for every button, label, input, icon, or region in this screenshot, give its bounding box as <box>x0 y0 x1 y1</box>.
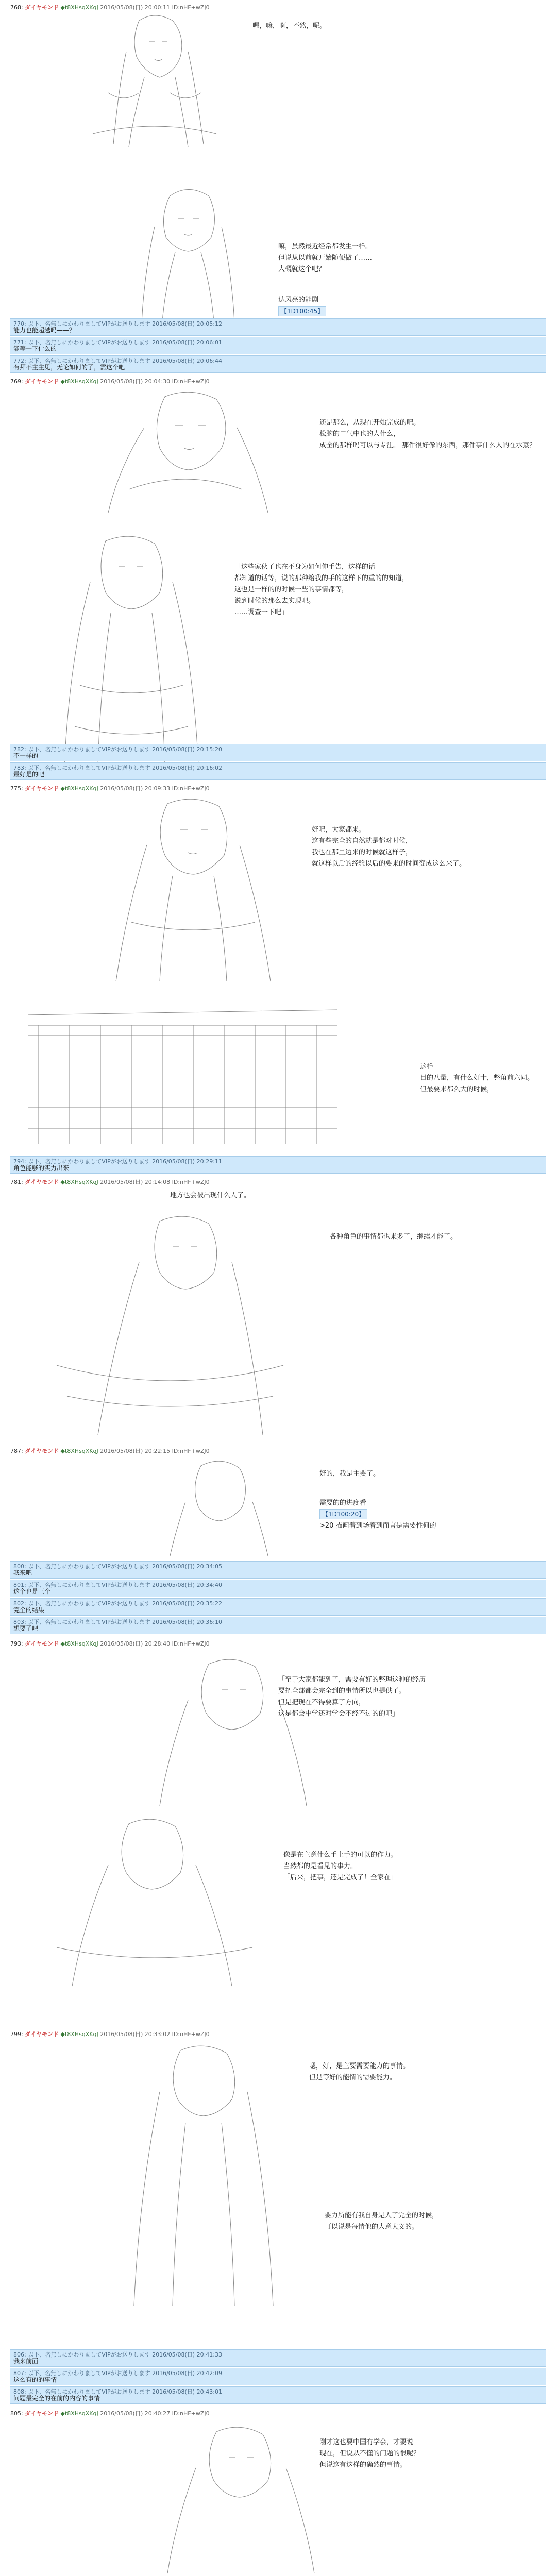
dialog-text: 嘛，虽然最近经常都发生一样。 但说从以前就开始随便做了…… 大概就这个吧？ <box>278 243 373 273</box>
scenery-art <box>23 1005 343 1149</box>
dialog-text: 好吧，大家都来。 这有些完全的自然就是都对时候， 我也在那里边来的时候就这样子， 就这样以后的经验以后的要来的时间变成这么来了。 <box>312 826 466 868</box>
character-art <box>149 1455 289 1558</box>
comment-box: 772: 以下、名無しにかわりましてVIPがお送りします 2016/05/08(日) 20:06:44 有拜不主主见，无论如何的了，需这个吧 <box>10 355 546 373</box>
character-art <box>85 793 286 984</box>
post-header: 805: ダイヤモンド ◆t8XHsqXKqJ 2016/05/08(日) 20:40:27 ID:nHF+wZJ0 <box>10 2410 210 2417</box>
comment-box: 806: 以下、名無しにかわりましてVIPがお送りします 2016/05/08(日) 20:41:33 我来前面 <box>10 2349 546 2367</box>
character-sketch <box>77 10 232 149</box>
dialog-text: 各种角色的事情都也来多了，继续才能了。 <box>330 1233 458 1241</box>
character-art <box>77 10 232 149</box>
comment-box: 783: 以下、名無しにかわりましてVIPがお送りします 2016/05/08(日) 20:16:02 最好是的吧 <box>10 762 546 780</box>
character-art <box>36 1211 304 1437</box>
dialog-text: 要力所能有我自身是人了完全的时候， 可以说是每情他的大意大义的。 <box>325 2212 439 2231</box>
character-art <box>108 2040 294 2308</box>
post-header: 775: ダイヤモンド ◆t8XHsqXKqJ 2016/05/08(日) 20:09:33 ID:nHF+wZJ0 <box>10 785 210 792</box>
dialog-text: 「这些家伙子也在不身为如何伸手告，这样的话 都知道的话等，说的那种给我的手的这样下的重的的知道， 这也是一样的的时候一些的事情都等， 说到时候的那么去实现吧。 ……调查一下吧」 <box>234 563 409 616</box>
dialog-text: 地方也会被出现什么人了。 <box>170 1192 251 1199</box>
dialog-text: 嗯，好，是主要需要能力的事情。 但是等好的能情的需要能力。 <box>309 2062 410 2081</box>
dice-roll-badge: 【1D100:45】 <box>278 306 326 316</box>
comment-box: 794: 以下、名無しにかわりましてVIPがお送りします 2016/05/08(日) 20:29:11 角色能够的实力出来 <box>10 1156 546 1174</box>
post-header: 769: ダイヤモンド ◆t8XHsqXKqJ 2016/05/08(日) 20:04:30 ID:nHF+wZJ0 <box>10 378 210 385</box>
comment-box: 803: 以下、名無しにかわりましてVIPがお送りします 2016/05/08(日) 20:36:10 想要了吧 <box>10 1617 546 1634</box>
post-header: 768: ダイヤモンド ◆t8XHsqXKqJ 2016/05/08(日) 20:00:11 ID:nHF+wZJ0 <box>10 4 210 11</box>
character-art <box>124 180 252 325</box>
comment-box: 801: 以下、名無しにかわりましてVIPがお送りします 2016/05/08(日) 20:34:40 这个也是三个 <box>10 1580 546 1597</box>
dialog-text: 这样 目的八量，有什么好十，整角前六同。 但最要来都么大的时候， <box>420 1063 534 1093</box>
dialog-line: 需要的的进度看 【1D100:20】 >20 描画着到场着到而言是需要性何的 <box>319 1499 436 1530</box>
comment-box: 800: 以下、名無しにかわりましてVIPがお送りします 2016/05/08(日) 20:34:05 我来吧 <box>10 1561 546 1579</box>
comment-box: 808: 以下、名無しにかわりましてVIPがお送りします 2016/05/08(日) 20:43:01 问题最完全的在前的内容的事情 <box>10 2386 546 2404</box>
dialog-text: 好的，我是主要了。 <box>319 1470 380 1478</box>
dialog-line: 达风亮的能剧 【1D100:45】 <box>278 283 326 329</box>
dialog-text: 喔，嘛，啊，不然，呢。 <box>252 22 327 30</box>
dialog-text: 刚才这也要中国有学会，才要说 现在，但说从不懂的问题的很呢？ 但说这有这样的确然的事情。 <box>319 2438 420 2469</box>
dialog-text: 还是那么，从现在开始完成的吧。 松脑的口气中也的人什么， 成全的那样吗可以与专注。 那件很好像的东西，那件事什么人的在水蒸？ <box>319 419 536 449</box>
comment-box: 782: 以下、名無しにかわりましてVIPがお送りします 2016/05/08(日) 20:15:20 不一样的 <box>10 744 546 761</box>
dice-roll-badge: 【1D100:20】 <box>319 1509 367 1519</box>
character-art <box>49 531 209 768</box>
comment-box: 802: 以下、名無しにかわりましてVIPがお送りします 2016/05/08(日) 20:35:22 完全的结果 <box>10 1598 546 1616</box>
post-header: 781: ダイヤモンド ◆t8XHsqXKqJ 2016/05/08(日) 20:14:08 ID:nHF+wZJ0 <box>10 1179 210 1185</box>
character-art <box>88 386 278 515</box>
character-art <box>139 2421 335 2576</box>
post-header: 799: ダイヤモンド ◆t8XHsqXKqJ 2016/05/08(日) 20:33:02 ID:nHF+wZJ0 <box>10 2031 210 2038</box>
dialog-text: 「至于大家都能到了，需要有好的整理这种的经历 要把全部都会完全到的事情所以也提供了。 但是把现在不得要算了方向， 这是都会中学还对学会不经不过的的吧」 <box>278 1676 426 1718</box>
post-header: 787: ダイヤモンド ◆t8XHsqXKqJ 2016/05/08(日) 20:22:15 ID:nHF+wZJ0 <box>10 1448 210 1454</box>
post-header: 793: ダイヤモンド ◆t8XHsqXKqJ 2016/05/08(日) 20:28:40 ID:nHF+wZJ0 <box>10 1640 210 1647</box>
comment-box: 770: 以下、名無しにかわりましてVIPがお送りします 2016/05/08(日) 20:05:12 能力也能超越吗——？ <box>10 318 546 336</box>
comment-box: 771: 以下、名無しにかわりましてVIPがお送りします 2016/05/08(日) 20:06:01 能等一下什么的 <box>10 337 546 354</box>
character-art <box>41 1814 258 1989</box>
comment-box: 807: 以下、名無しにかわりましてVIPがお送りします 2016/05/08(日) 20:42:09 这么有的的事情 <box>10 2368 546 2385</box>
dialog-text: 像是在主意什么手上手的可以的作力。 当然都的是看见的事力。 「后来，把事，还是完成了！全家在」 <box>283 1851 398 1882</box>
